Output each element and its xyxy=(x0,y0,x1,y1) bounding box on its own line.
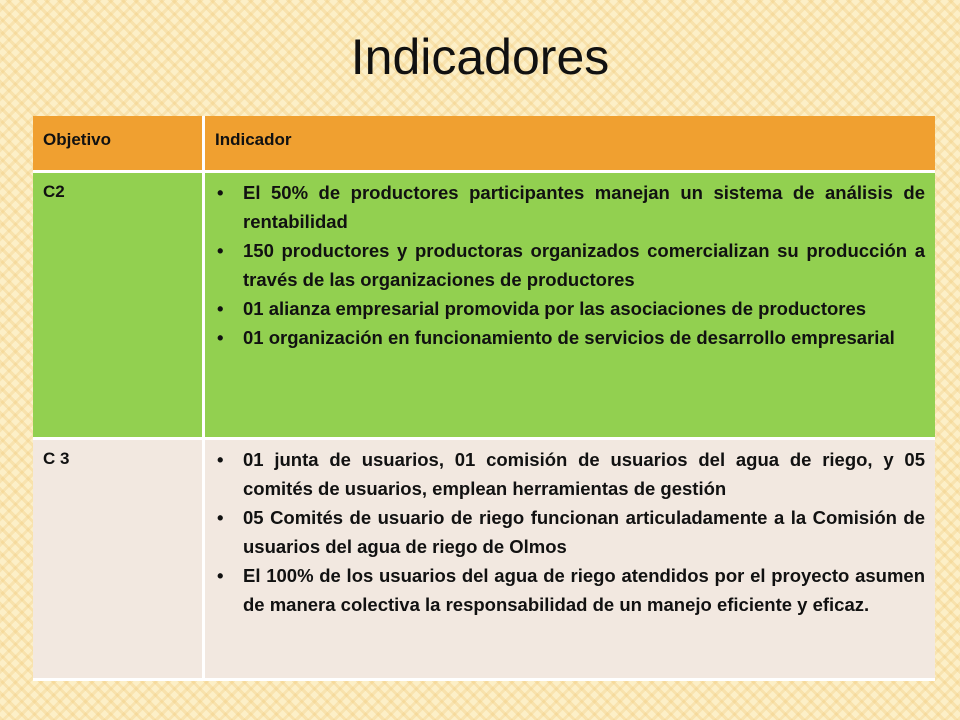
list-item xyxy=(215,236,925,294)
indicator-list xyxy=(215,178,925,352)
header-indicator: Indicador xyxy=(215,130,292,149)
indicator-cell xyxy=(205,440,935,678)
list-item xyxy=(215,323,925,352)
list-item xyxy=(215,503,925,561)
indicator-text: 01 alianza empresarial promovida por las asociaciones de productores xyxy=(243,298,867,319)
bullet-icon: • xyxy=(217,327,224,348)
slide-title: Indicadores xyxy=(350,29,610,85)
list-item xyxy=(215,561,925,619)
bullet-icon: • xyxy=(217,240,224,261)
list-item xyxy=(215,294,925,323)
indicator-text: 05 Comités de usuario de riego funcionan articuladamente a la Comisión de usuarios del agua de riego de Olmos xyxy=(243,507,925,557)
header-objective: Objetivo xyxy=(33,116,205,170)
table-row xyxy=(33,440,935,681)
table-row xyxy=(33,173,935,440)
indicator-cell xyxy=(205,173,935,437)
bullet-icon: • xyxy=(217,449,224,470)
table-header-row xyxy=(33,116,935,173)
indicator-text: 01 junta de usuarios, 01 comisión de usuarios del agua de riego, y 05 comités de usuarios, emplean herramientas de gestión xyxy=(243,449,925,499)
indicator-list xyxy=(215,445,925,619)
indicator-text: 150 productores y productoras organizados comercializan su producción a través de las organizaciones de productores xyxy=(243,240,925,290)
bullet-icon: • xyxy=(217,507,224,528)
objective-cell: C 3 xyxy=(33,440,205,678)
indicator-text: 01 organización en funcionamiento de servicios de desarrollo empresarial xyxy=(243,327,895,348)
bullet-icon: • xyxy=(217,182,224,203)
bullet-icon: • xyxy=(217,565,224,586)
list-item xyxy=(215,178,925,236)
bullet-icon: • xyxy=(217,298,224,319)
indicator-text: El 100% de los usuarios del agua de riego atendidos por el proyecto asumen de manera colectiva la responsabilidad de un manejo eficiente y eficaz. xyxy=(243,565,925,615)
indicators-table xyxy=(33,116,935,681)
list-item xyxy=(215,445,925,503)
indicator-text: El 50% de productores participantes manejan un sistema de análisis de rentabilidad xyxy=(243,182,925,232)
objective-cell: C2 xyxy=(33,173,205,437)
